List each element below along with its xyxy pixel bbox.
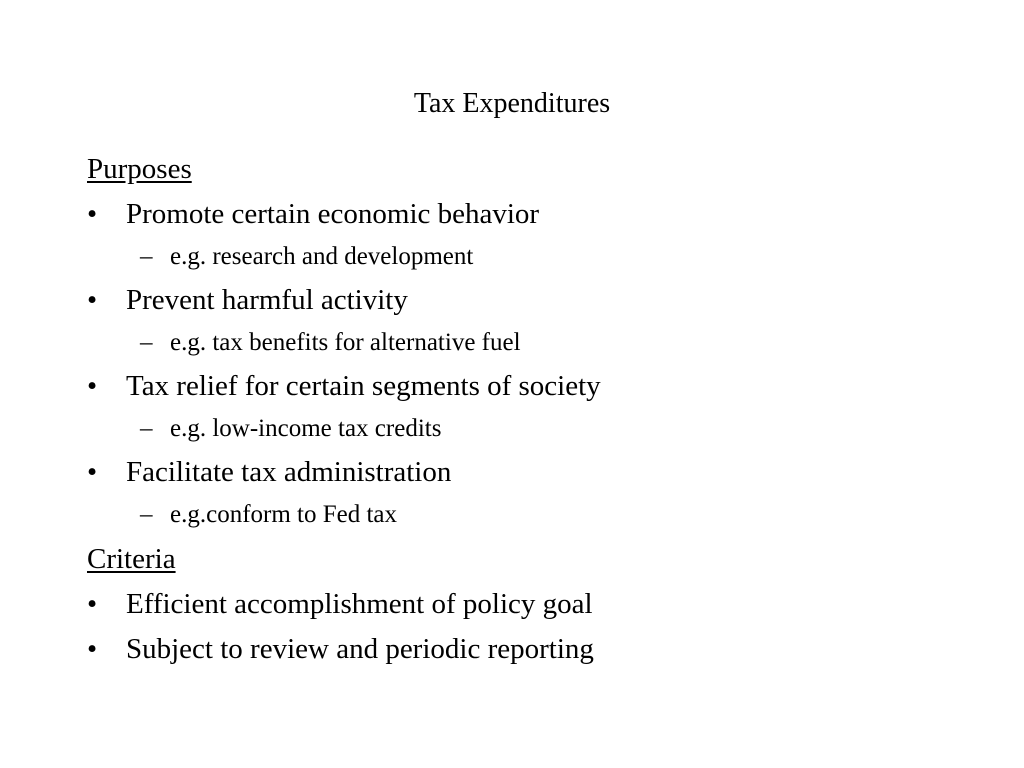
purposes-heading: Purposes [87, 153, 192, 185]
purpose-text: Tax relief for certain segments of society [126, 370, 601, 402]
criteria-heading: Criteria [87, 543, 176, 575]
purpose-text: Promote certain economic behavior [126, 198, 540, 230]
purpose-text: Prevent harmful activity [126, 284, 408, 316]
dash-marker: – [140, 501, 153, 528]
criteria-text: Subject to review and periodic reporting [126, 633, 594, 665]
bullet-marker: • [87, 588, 98, 620]
bullet-marker: • [87, 284, 98, 316]
bullet-marker: • [87, 198, 98, 230]
example-text: e.g.conform to Fed tax [170, 501, 398, 528]
purpose-text: Facilitate tax administration [126, 456, 452, 488]
bullet-marker: • [87, 370, 98, 402]
dash-marker: – [140, 415, 153, 442]
example-text: e.g. tax benefits for alternative fuel [170, 329, 521, 356]
bullet-marker: • [87, 456, 98, 488]
dash-marker: – [140, 243, 153, 270]
criteria-text: Efficient accomplishment of policy goal [126, 588, 593, 620]
bullet-marker: • [87, 633, 98, 665]
example-text: e.g. low-income tax credits [170, 415, 442, 442]
slide-title: Tax Expenditures [413, 88, 611, 119]
dash-marker: – [140, 329, 153, 356]
example-text: e.g. research and development [170, 243, 474, 270]
